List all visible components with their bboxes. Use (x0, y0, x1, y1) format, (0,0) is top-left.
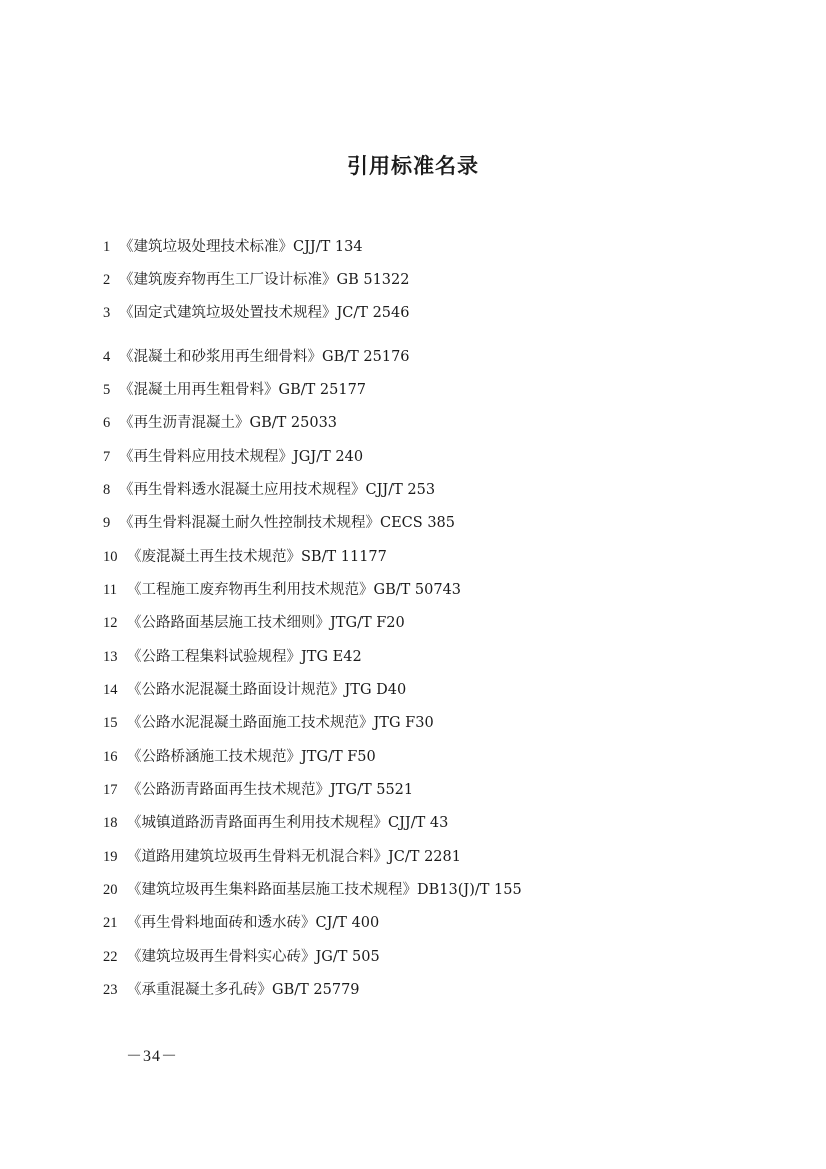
reference-number: 6 (103, 415, 111, 431)
reference-title: 《道路用建筑垃圾再生骨料无机混合料》JC/T 2281 (127, 849, 461, 865)
reference-title: 《再生骨料混凝土耐久性控制技术规程》CECS 385 (119, 515, 455, 531)
reference-number: 20 (103, 882, 118, 898)
reference-item (103, 579, 461, 601)
reference-item (103, 646, 362, 668)
reference-title: 《混凝土用再生粗骨料》GB/T 25177 (119, 382, 367, 398)
reference-number: 14 (103, 682, 118, 698)
reference-number: 23 (103, 982, 118, 998)
reference-item (103, 779, 413, 801)
reference-title: 《混凝土和砂浆用再生细骨料》GB/T 25176 (119, 349, 410, 365)
reference-number: 19 (103, 849, 118, 865)
reference-number: 3 (103, 305, 111, 321)
reference-item (103, 236, 363, 258)
reference-number: 10 (103, 549, 118, 565)
reference-number: 7 (103, 449, 111, 465)
reference-title: 《再生骨料透水混凝土应用技术规程》CJJ/T 253 (119, 482, 436, 498)
reference-item (103, 612, 405, 634)
reference-item (103, 912, 379, 934)
reference-title: 《建筑垃圾再生骨料实心砖》JG/T 505 (127, 949, 380, 965)
reference-title: 《再生沥青混凝土》GB/T 25033 (119, 415, 338, 431)
reference-title: 《城镇道路沥青路面再生利用技术规程》CJJ/T 43 (127, 815, 449, 831)
reference-item (103, 412, 337, 434)
reference-number: 18 (103, 815, 118, 831)
reference-title: 《再生骨料应用技术规程》JGJ/T 240 (119, 449, 364, 465)
reference-item (103, 946, 380, 968)
reference-number: 2 (103, 272, 111, 288)
reference-item (103, 302, 409, 324)
reference-item (103, 479, 435, 501)
reference-number: 15 (103, 715, 118, 731)
reference-number: 11 (103, 582, 117, 598)
page-title: 引用标准名录 (347, 154, 479, 178)
reference-title: 《工程施工废弃物再生利用技术规范》GB/T 50743 (127, 582, 462, 598)
reference-title: 《再生骨料地面砖和透水砖》CJ/T 400 (127, 915, 380, 931)
page-number: －34－ (126, 1048, 179, 1065)
reference-number: 4 (103, 349, 111, 365)
reference-number: 21 (103, 915, 118, 931)
reference-number: 9 (103, 515, 111, 531)
reference-title: 《废混凝土再生技术规范》SB/T 11177 (127, 549, 387, 565)
reference-title: 《建筑垃圾再生集料路面基层施工技术规程》DB13(J)/T 155 (127, 882, 522, 898)
reference-title: 《公路水泥混凝土路面设计规范》JTG D40 (127, 682, 407, 698)
reference-title: 《建筑垃圾处理技术标准》CJJ/T 134 (119, 239, 363, 255)
reference-item (103, 979, 360, 1001)
reference-title: 《公路工程集料试验规程》JTG E42 (127, 649, 362, 665)
reference-number: 12 (103, 615, 118, 631)
reference-number: 17 (103, 782, 118, 798)
reference-title: 《固定式建筑垃圾处置技术规程》JC/T 2546 (119, 305, 410, 321)
reference-item (103, 846, 461, 868)
reference-number: 22 (103, 949, 118, 965)
reference-number: 5 (103, 382, 111, 398)
reference-item (103, 812, 448, 834)
reference-item (103, 746, 376, 768)
reference-number: 8 (103, 482, 111, 498)
reference-item (103, 446, 363, 468)
reference-item (103, 269, 409, 291)
reference-item (103, 712, 434, 734)
reference-item (103, 546, 387, 568)
reference-item (103, 679, 406, 701)
reference-number: 16 (103, 749, 118, 765)
reference-title: 《公路沥青路面再生技术规范》JTG/T 5521 (127, 782, 414, 798)
reference-number: 1 (103, 239, 111, 255)
reference-title: 《公路路面基层施工技术细则》JTG/T F20 (127, 615, 405, 631)
reference-item (103, 346, 410, 368)
reference-item (103, 379, 366, 401)
reference-title: 《公路桥涵施工技术规范》JTG/T F50 (127, 749, 376, 765)
reference-number: 13 (103, 649, 118, 665)
reference-item (103, 512, 455, 534)
reference-title: 《建筑废弃物再生工厂设计标准》GB 51322 (119, 272, 410, 288)
reference-title: 《公路水泥混凝土路面施工技术规范》JTG F30 (127, 715, 434, 731)
reference-item (103, 879, 522, 901)
reference-title: 《承重混凝土多孔砖》GB/T 25779 (127, 982, 360, 998)
